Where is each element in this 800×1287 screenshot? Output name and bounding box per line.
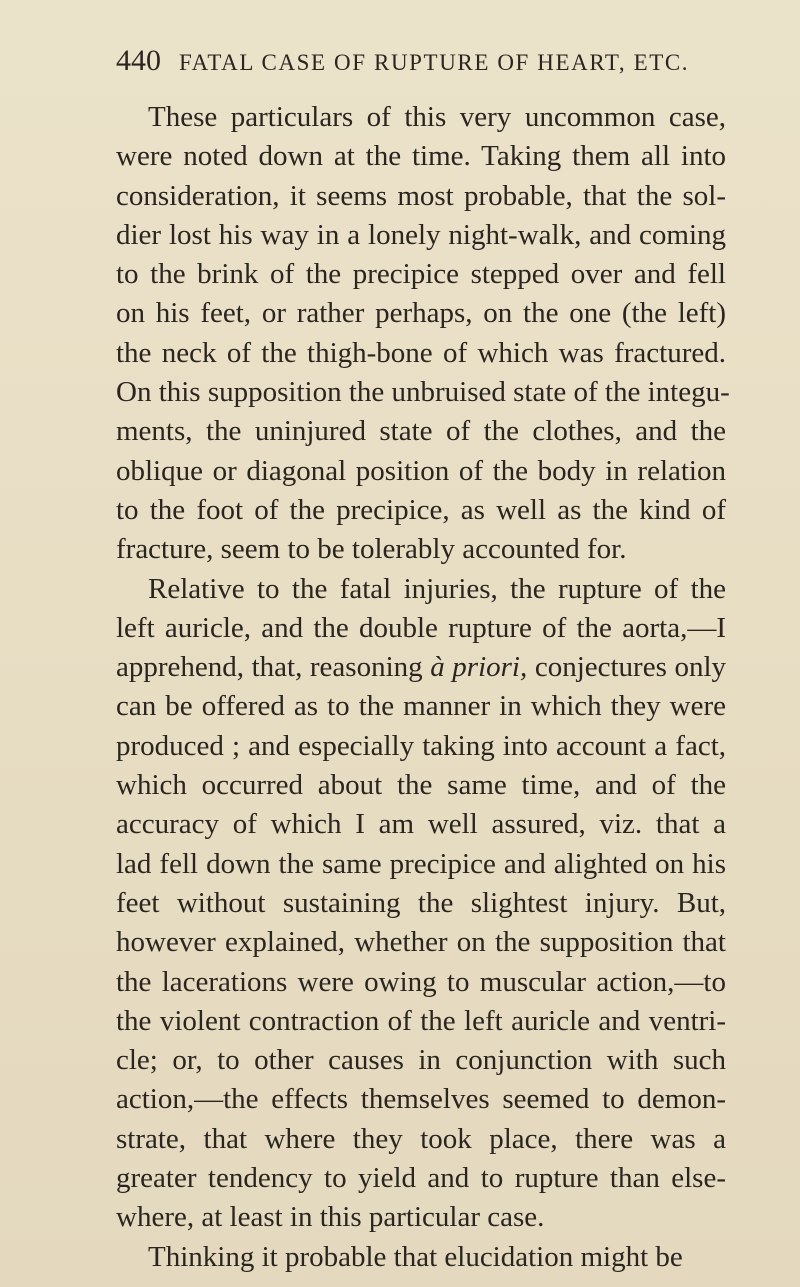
text-segment: apprehend, that, reasoning [116, 651, 423, 684]
text-line: action,—the effects themselves seemed to demon- [116, 1083, 726, 1116]
text-line: the neck of the thigh-bone of which was fractured. [116, 336, 726, 369]
text-line: which occurred about the same time, and of the [116, 769, 726, 802]
text-line: were noted down at the time. Taking them all into [116, 140, 726, 173]
text-line: accuracy of which I am well assured, viz. that a [116, 808, 726, 841]
text-line: lad fell down the same precipice and alighted on his [116, 847, 726, 880]
body-text [116, 98, 730, 1277]
text-line: On this supposition the unbruised state of the integu- [116, 376, 730, 409]
text-line: dier lost his way in a lonely night-walk, and coming [116, 218, 726, 251]
text-segment: conjectures only [534, 651, 727, 684]
text-line: can be offered as to the manner in which they were [116, 690, 726, 723]
text-line: left auricle, and the double rupture of the aorta,—I [116, 611, 726, 644]
text-line: Thinking it probable that elucidation might be [148, 1240, 683, 1273]
text-line: cle; or, to other causes in conjunction with such [116, 1044, 726, 1077]
text-line: strate, that where they took place, there was a [116, 1122, 726, 1155]
running-head [116, 44, 716, 78]
text-line-mixed [116, 648, 726, 687]
text-line: however explained, whether on the supposition that [116, 926, 726, 959]
text-line: consideration, it seems most probable, that the sol- [116, 179, 726, 212]
text-line: ments, the uninjured state of the clothes, and the [116, 415, 726, 448]
text-line: produced ; and especially taking into account a fact, [116, 729, 726, 762]
text-line: greater tendency to yield and to rupture than else- [116, 1162, 726, 1195]
text-line: Relative to the fatal injuries, the rupture of the [148, 572, 726, 605]
text-line: to the brink of the precipice stepped over and fell [116, 258, 726, 291]
text-line: These particulars of this very uncommon case, [148, 101, 726, 133]
text-line: the lacerations were owing to muscular action,—to [116, 965, 726, 998]
page-number: 440 [116, 44, 161, 77]
text-line: the violent contraction of the left auricle and ventri- [116, 1004, 726, 1037]
text-line: oblique or diagonal position of the body in relation [116, 454, 726, 487]
italic-phrase: à priori, [430, 651, 528, 684]
text-line: on his feet, or rather perhaps, on the one (the left) [116, 297, 726, 330]
text-line: fracture, seem to be tolerably accounted for. [116, 533, 627, 566]
text-line: where, at least in this particular case. [116, 1201, 545, 1234]
text-line: to the foot of the precipice, as well as the kind of [116, 493, 726, 526]
text-line: feet without sustaining the slightest injury. But, [116, 886, 726, 919]
running-title: FATAL CASE OF RUPTURE OF HEART, ETC. [179, 50, 690, 75]
